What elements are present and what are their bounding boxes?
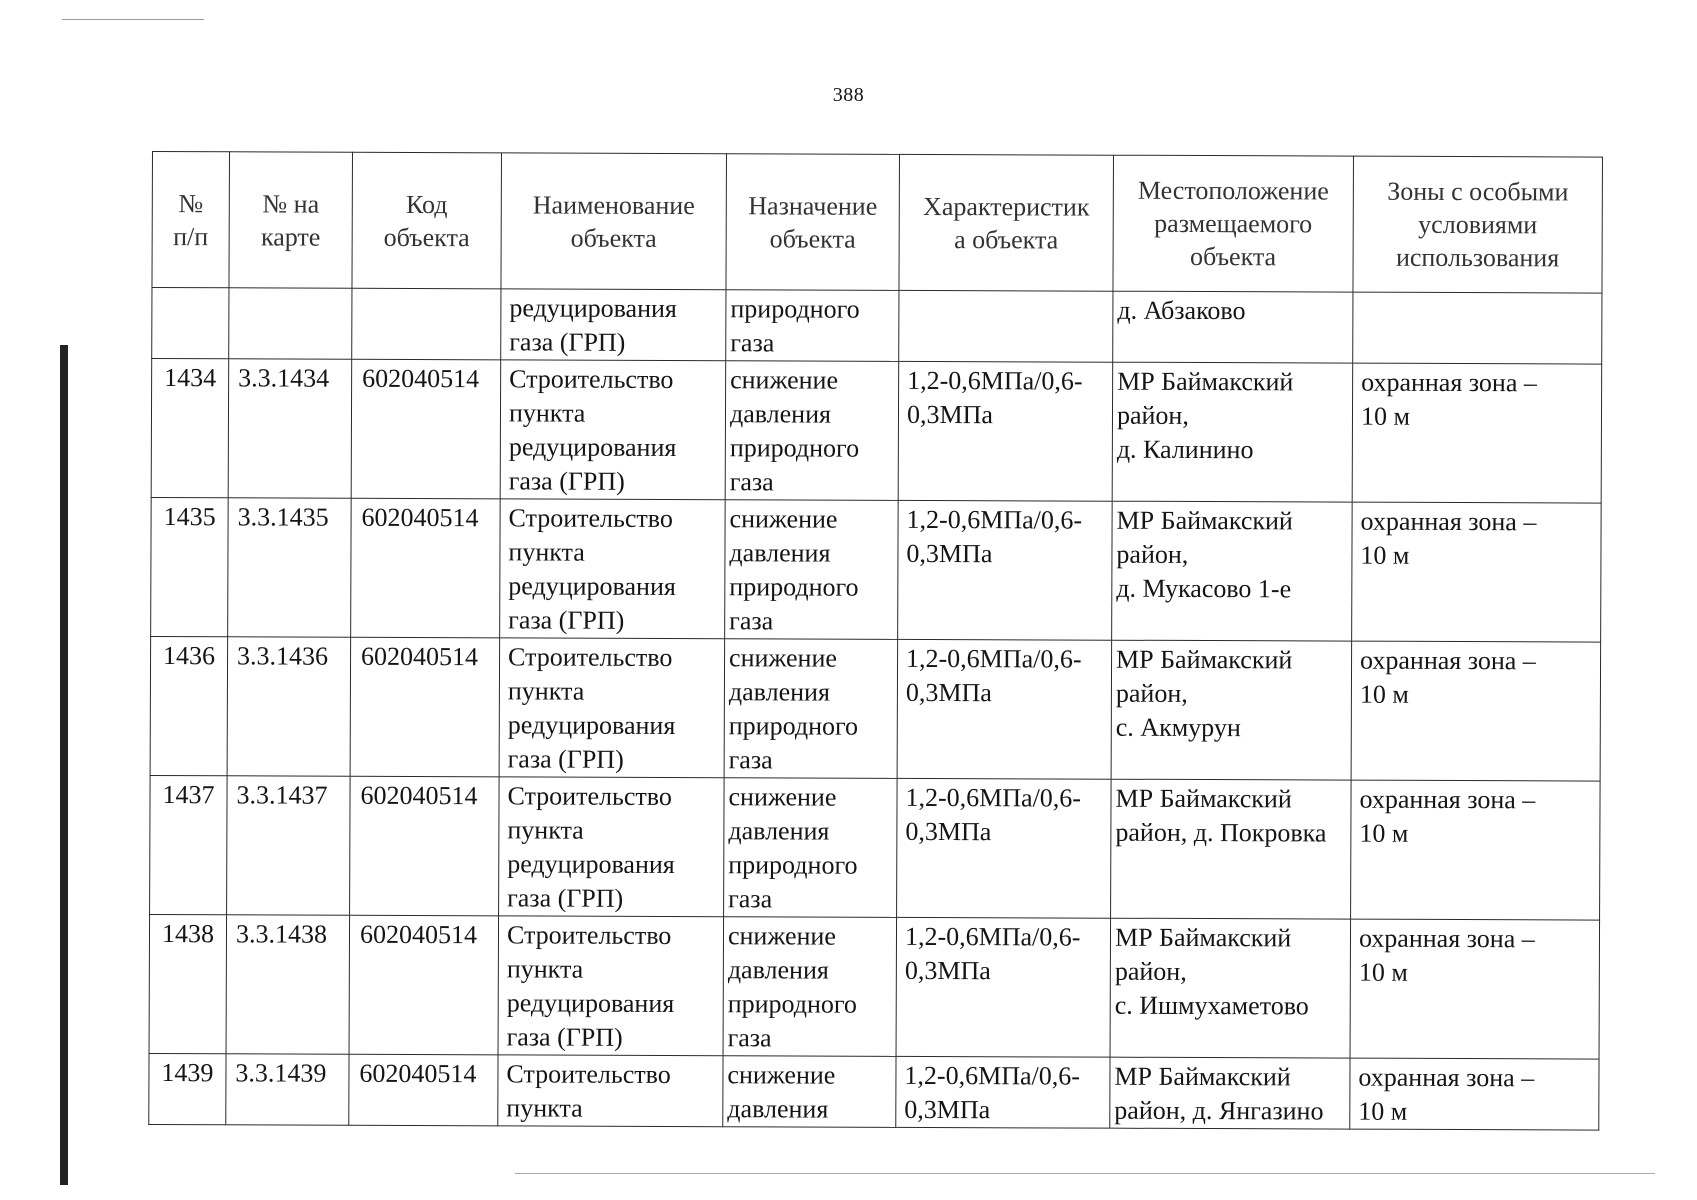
- cell-object-name: Строительство пункта редуцирования газа (ГРП): [500, 499, 726, 639]
- cell-num: 1436: [150, 636, 228, 775]
- cell-object-characteristic: 1,2-0,6МПа/0,6- 0,3МПа: [898, 500, 1113, 640]
- header-object-location-label: Местоположение размещаемого объекта: [1137, 175, 1329, 272]
- table-row: [150, 636, 1601, 781]
- header-object-name-label: Наименование объекта: [532, 189, 695, 253]
- cell-object-code: 602040514: [349, 1054, 498, 1126]
- cell-object-location: МР Баймакский район, д. Калинино: [1112, 362, 1353, 502]
- cell-object-location: д. Абзаково: [1113, 291, 1353, 363]
- cell-object-characteristic: [899, 290, 1113, 362]
- header-special-zones-label: Зоны с особыми условиями использования: [1387, 176, 1569, 273]
- header-num-label: № п/п: [173, 188, 209, 251]
- cell-object-name: редуцирования газа (ГРП): [501, 289, 726, 361]
- cell-map-num: [229, 288, 352, 359]
- cell-special-zone: охранная зона – 10 м: [1350, 1058, 1599, 1130]
- cell-object-name: Строительство пункта редуцирования газа (ГРП): [499, 777, 725, 917]
- objects-table-container: [148, 151, 1602, 1131]
- cell-special-zone: охранная зона – 10 м: [1350, 919, 1600, 1059]
- cell-object-characteristic: 1,2-0,6МПа/0,6- 0,3МПа: [897, 639, 1112, 779]
- cell-map-num: 3.3.1435: [228, 498, 352, 637]
- table-row: [149, 914, 1600, 1059]
- header-object-name: [501, 153, 727, 290]
- header-object-code: [352, 152, 502, 289]
- cell-object-code: [352, 288, 501, 360]
- header-map-num: [229, 152, 353, 288]
- cell-object-characteristic: 1,2-0,6МПа/0,6- 0,3МПа: [896, 917, 1111, 1057]
- header-object-location: [1113, 155, 1354, 292]
- cell-num: 1434: [151, 359, 229, 498]
- cell-object-code: 602040514: [351, 498, 501, 638]
- scan-artifact-bottom-line: [515, 1173, 1655, 1174]
- cell-object-name: Строительство пункта редуцирования газа (ГРП): [498, 916, 724, 1056]
- cell-special-zone: [1353, 292, 1602, 364]
- scan-artifact-top-line: [62, 19, 204, 20]
- cell-num: 1435: [151, 497, 229, 636]
- header-map-num-label: № на карте: [260, 188, 321, 252]
- cell-special-zone: охранная зона – 10 м: [1352, 363, 1602, 503]
- cell-object-name: Строительство пункта: [498, 1055, 723, 1127]
- cell-object-name: Строительство пункта редуцирования газа (ГРП): [500, 360, 726, 500]
- cell-special-zone: охранная зона – 10 м: [1351, 641, 1601, 781]
- cell-special-zone: охранная зона – 10 м: [1352, 502, 1602, 642]
- page-number: 388: [832, 84, 865, 106]
- cell-object-code: 602040514: [350, 637, 500, 777]
- scan-artifact-binding-edge: [60, 345, 68, 1185]
- cell-num: 1438: [149, 914, 227, 1053]
- cell-object-purpose: снижение давления природного газа: [725, 500, 899, 640]
- cell-object-location: МР Баймакский район, с. Ишмухаметово: [1110, 918, 1351, 1058]
- cell-object-purpose: снижение давления природного газа: [724, 639, 898, 779]
- cell-object-purpose: снижение давления природного газа: [725, 361, 899, 501]
- header-object-characteristic-label: Характеристик а объекта: [923, 191, 1090, 254]
- cell-num: [152, 288, 229, 359]
- header-object-purpose-label: Назначение объекта: [748, 190, 878, 254]
- table-row-continuation: [152, 288, 1602, 365]
- cell-map-num: 3.3.1436: [227, 637, 351, 776]
- cell-object-characteristic: 1,2-0,6МПа/0,6- 0,3МПа: [896, 1056, 1110, 1128]
- header-object-characteristic: [899, 154, 1114, 291]
- cell-map-num: 3.3.1439: [226, 1054, 349, 1125]
- cell-object-location: МР Баймакский район, д. Янгазино: [1110, 1057, 1350, 1129]
- cell-object-characteristic: 1,2-0,6МПа/0,6- 0,3МПа: [898, 361, 1113, 501]
- cell-object-location: МР Баймакский район, д. Покровка: [1111, 779, 1352, 919]
- cell-special-zone: охранная зона – 10 м: [1351, 780, 1601, 920]
- cell-object-purpose: природного газа: [726, 290, 899, 362]
- table-row: [151, 497, 1602, 642]
- cell-object-location: МР Баймакский район, с. Акмурун: [1111, 640, 1352, 780]
- header-object-code-label: Код объекта: [383, 189, 470, 252]
- header-row: [152, 152, 1603, 294]
- header-special-zones: [1353, 156, 1603, 293]
- cell-object-location: МР Баймакский район, д. Мукасово 1-е: [1112, 501, 1353, 641]
- cell-map-num: 3.3.1438: [226, 915, 350, 1054]
- objects-table: [148, 151, 1603, 1131]
- cell-object-name: Строительство пункта редуцирования газа (ГРП): [499, 638, 725, 778]
- cell-object-purpose: снижение давления: [723, 1056, 896, 1128]
- cell-object-purpose: снижение давления природного газа: [723, 917, 897, 1057]
- cell-object-code: 602040514: [351, 359, 501, 499]
- header-object-purpose: [726, 154, 900, 291]
- table-body: [149, 288, 1602, 1131]
- cell-object-code: 602040514: [349, 915, 499, 1055]
- table-header: [152, 152, 1603, 294]
- cell-object-purpose: снижение давления природного газа: [724, 778, 898, 918]
- cell-object-code: 602040514: [350, 776, 500, 916]
- cell-object-characteristic: 1,2-0,6МПа/0,6- 0,3МПа: [897, 778, 1112, 918]
- cell-num: 1439: [149, 1053, 226, 1124]
- header-num: [152, 152, 230, 288]
- table-row: [151, 359, 1602, 504]
- cell-map-num: 3.3.1434: [228, 359, 352, 498]
- table-row: [149, 1053, 1599, 1130]
- cell-map-num: 3.3.1437: [227, 776, 351, 915]
- cell-num: 1437: [150, 775, 228, 914]
- table-row: [150, 775, 1601, 920]
